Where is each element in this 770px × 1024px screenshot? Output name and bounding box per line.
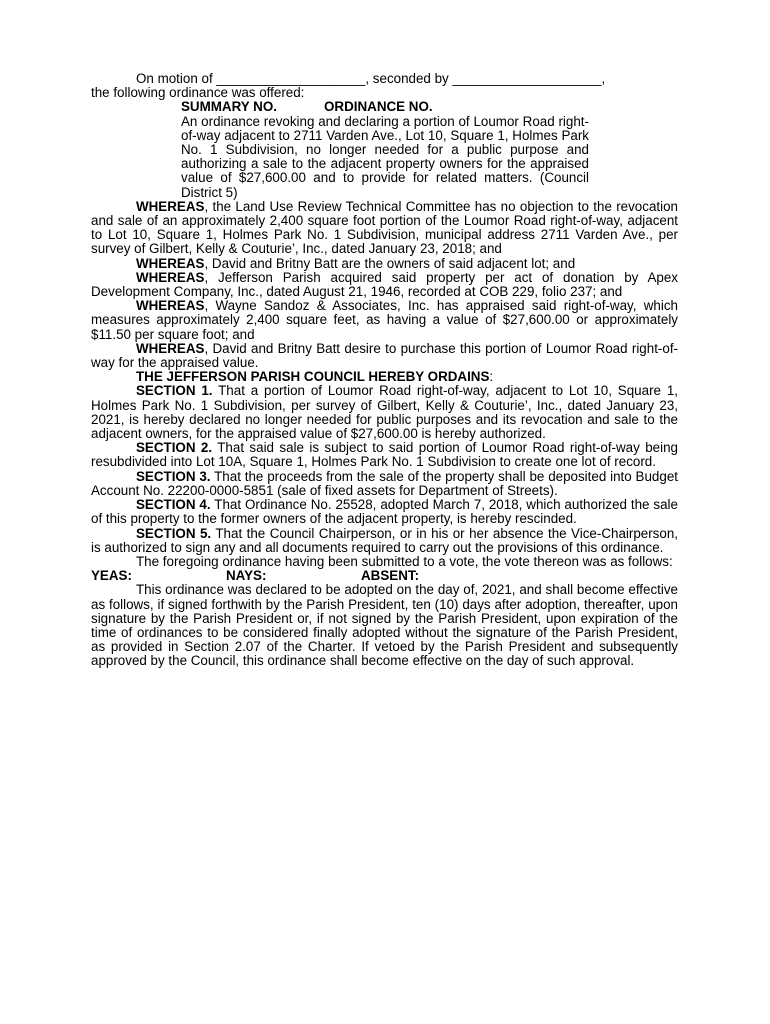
whereas-text: , Jefferson Parish acquired said property per act of donation by Apex Development Company, Inc., dated August 21, 1946, recorded at COB 229, folio 237; and — [91, 269, 678, 300]
section-label: SECTION 4. — [136, 497, 211, 513]
whereas-clause — [91, 299, 678, 342]
ordains-colon: : — [489, 369, 494, 385]
ordinance-number-label: ORDINANCE NO. — [324, 99, 433, 115]
seconded-text: , seconded by — [365, 71, 449, 86]
adoption-paragraph: This ordinance was declared to be adopted on the day of, 2021, and shall become effective as follows, if signed forthwith by the Parish President, ten (10) days after adoption, thereafter, upon signature by the Parish President or, if not signed by the Parish President, upon expiration of the time of ordinances to be considered finally adopted without the signature of the Parish President, as provided in Section 2.07 of the Charter. If vetoed by the Parish President and subsequently approved by the Council, this ordinance shall become effective on the day of such approval. — [91, 582, 678, 669]
whereas-text: , David and Britny Batt are the owners of said adjacent lot; and — [204, 255, 576, 271]
vote-tally — [91, 569, 678, 583]
vote-intro: The foregoing ordinance having been submitted to a vote, the vote thereon was as follows: — [136, 553, 673, 569]
ordains-heading-text: THE JEFFERSON PARISH COUNCIL HEREBY ORDAINS — [136, 369, 490, 385]
absent-label: ABSENT: — [361, 568, 420, 584]
whereas-label: WHEREAS — [136, 340, 205, 356]
whereas-text: , David and Britny Batt desire to purchase this portion of Loumor Road right-of-way for the appraised value. — [91, 340, 678, 371]
section-paragraph — [91, 470, 678, 498]
yeas-label: YEAS: — [91, 568, 132, 584]
section-text: That the proceeds from the sale of the property shall be deposited into Budget Account No. 22200-0000-5851 (sale of fixed assets for Department of Streets). — [91, 468, 678, 498]
nays-label: NAYS: — [226, 568, 267, 584]
whereas-text: , Wayne Sandoz & Associates, Inc. has appraised said right-of-way, which measures approximately 2,400 square feet, as having a value of $27,600.00 or approximately $11.50 per square foot; and — [91, 298, 678, 342]
section-paragraph — [91, 498, 678, 526]
motion-prefix: On motion of — [136, 71, 213, 86]
motion-line — [91, 72, 678, 86]
section-label: SECTION 1. — [136, 383, 213, 399]
section-paragraph — [91, 527, 678, 555]
whereas-text: , the Land Use Review Technical Committee has no objection to the revocation and sale of an approximately 2,400 square foot portion of the Loumor Road right-of-way, adjacent to Lot 10, Square 1, Holmes Park No. 1 Subdivision, municipal address 2711 Varden Ave., per survey of Gilbert, Kelly & Couturie’, Inc., dated January 23, 2018; and — [91, 198, 678, 257]
summary-number-label: SUMMARY NO. — [181, 99, 277, 115]
whereas-clause — [91, 200, 678, 257]
seconder-blank: ____________________ — [452, 71, 602, 86]
whereas-clause — [91, 257, 678, 271]
summary-heading — [181, 100, 678, 114]
motion-second-line: the following ordinance was offered: — [91, 85, 305, 101]
whereas-clause — [91, 271, 678, 299]
section-label: SECTION 2. — [136, 440, 213, 456]
ordains-heading — [91, 370, 678, 384]
section-label: SECTION 5. — [136, 525, 212, 541]
whereas-label: WHEREAS — [136, 198, 205, 214]
ordinance-abstract: An ordinance revoking and declaring a portion of Loumor Road right-of-way adjacent to 2711 Varden Ave., Lot 10, Square 1, Holmes Park No. 1 Subdivision, no longer needed for a public purpose and authorizing a sale to the adjacent property owners for the appraised value of $27,600.00 and to provide for related matters. (Council District 5) — [181, 113, 589, 200]
section-label: SECTION 3. — [136, 468, 211, 484]
summary-block — [91, 100, 678, 114]
whereas-label: WHEREAS — [136, 269, 205, 285]
section-paragraph — [91, 441, 678, 469]
section-text: That a portion of Loumor Road right-of-way, adjacent to Lot 10, Square 1, Holmes Park No. 1 Subdivision, per survey of Gilbert, Kelly & Couturie’, Inc., dated January 23, 2021, is hereby declared no longer needed for public purposes and its revocation and sale to the adjacent owners, for the appraised value of $27,600.00 is hereby authorized. — [91, 383, 678, 442]
section-text: That the Council Chairperson, or in his or her absence the Vice-Chairperson, is authorized to sign any and all documents required to carry out the provisions of this ordinance. — [91, 525, 678, 555]
section-text: That Ordinance No. 25528, adopted March 7, 2018, which authorized the sale of this property to the former owners of the adjacent property, is hereby rescinded. — [91, 497, 678, 527]
section-paragraph — [91, 384, 678, 441]
whereas-label: WHEREAS — [136, 298, 205, 314]
mover-blank: ____________________ — [216, 71, 366, 86]
section-text: That said sale is subject to said portion of Loumor Road right-of-way being resubdivided into Lot 10A, Square 1, Holmes Park No. 1 Subdivision to create one lot of record. — [91, 440, 678, 470]
whereas-label: WHEREAS — [136, 255, 205, 271]
motion-suffix: , — [601, 71, 606, 86]
whereas-clause — [91, 342, 678, 370]
